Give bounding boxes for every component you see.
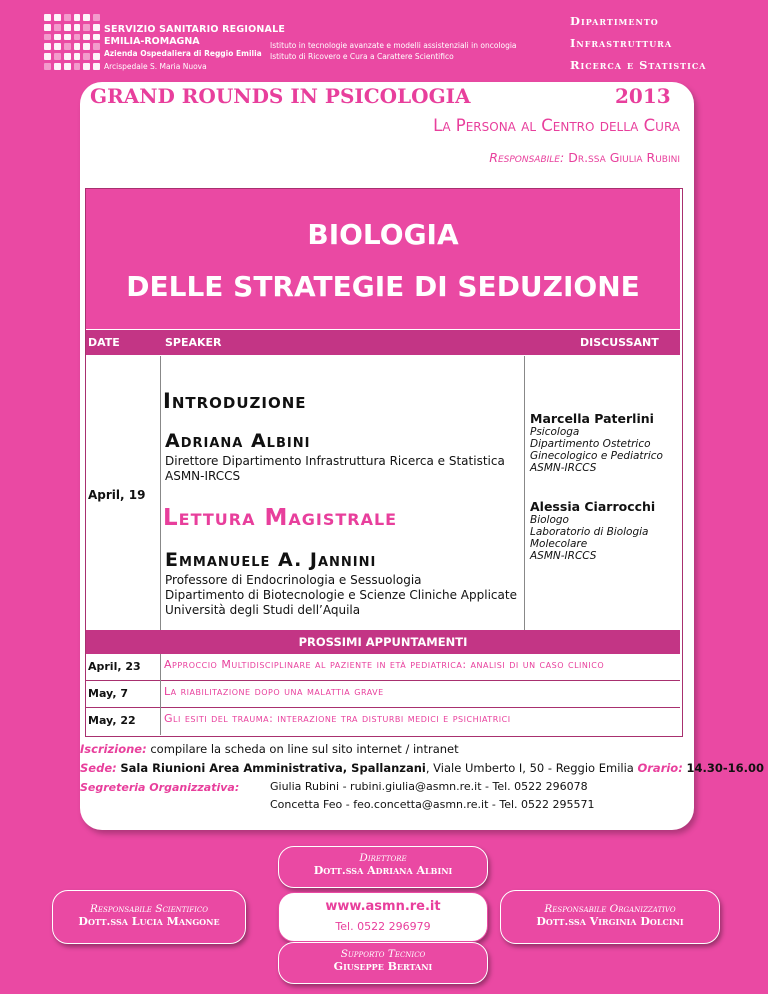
discussant-1 bbox=[530, 411, 663, 474]
segreteria-label bbox=[80, 780, 239, 794]
upcoming-heading: PROSSIMI APPUNTAMENTI bbox=[86, 630, 680, 654]
orario-label: Orario: bbox=[637, 761, 683, 775]
disc2-r1: Biologo bbox=[530, 514, 569, 526]
col-speaker: SPEAKER bbox=[165, 336, 222, 349]
disc2-r2: Laboratorio di Biologia bbox=[530, 526, 649, 538]
supporto-box bbox=[278, 942, 488, 984]
upcoming-row bbox=[86, 681, 680, 708]
org-line1: SERVIZIO SANITARIO REGIONALE bbox=[104, 24, 286, 35]
istituto-line2: Istituto di Ricovero e Cura a Carattere Scientifico bbox=[270, 52, 454, 61]
arcispedale: Arcispedale S. Maria Nuova bbox=[104, 62, 207, 71]
responsabile-label: Responsabile: bbox=[489, 150, 565, 165]
orario-text: 14.30-16.00 bbox=[686, 761, 764, 775]
speaker1-role2: ASMN-IRCCS bbox=[165, 469, 241, 483]
disc1-name: Marcella Paterlini bbox=[530, 411, 654, 426]
disc1-r3: Ginecologico e Pediatrico bbox=[530, 450, 663, 462]
istituto bbox=[270, 40, 517, 62]
dept-line1: Dipartimento bbox=[570, 14, 659, 28]
event-header bbox=[86, 189, 680, 329]
upcoming-text: Gli esiti del trauma: interazione tra disturbi medici e psichiatrici bbox=[164, 712, 511, 725]
segreteria-label-text: Segreteria Organizzativa: bbox=[80, 781, 240, 794]
direttore-box bbox=[278, 846, 488, 888]
phone-number: Tel. 0522 296979 bbox=[335, 920, 431, 933]
col-date: DATE bbox=[88, 336, 120, 349]
department bbox=[570, 10, 706, 76]
disc2-name: Alessia Ciarrocchi bbox=[530, 499, 656, 514]
org-line3: Azienda Ospedaliera di Reggio Emilia bbox=[104, 49, 262, 58]
responsabile bbox=[80, 150, 680, 165]
col-divider-1 bbox=[160, 356, 161, 630]
disc1-r1: Psicologa bbox=[530, 426, 580, 438]
upcoming-date: May, 22 bbox=[88, 714, 136, 727]
speaker2-name: Emmanuele A. Jannini bbox=[165, 549, 377, 571]
contact-2: Concetta Feo - feo.concetta@asmn.re.it - Tel. 0522 295571 bbox=[270, 798, 595, 811]
resp-organizzativo-box bbox=[500, 890, 720, 944]
disc2-r4: ASMN-IRCCS bbox=[530, 550, 597, 562]
org-name bbox=[104, 24, 285, 60]
sede-label: Sede: bbox=[80, 761, 117, 775]
event-date: April, 19 bbox=[88, 488, 146, 502]
dept-line2: Infrastruttura bbox=[570, 36, 673, 50]
supporto-role: Supporto Tecnico bbox=[340, 948, 426, 960]
org-line2: EMILIA-ROMAGNA bbox=[104, 36, 200, 47]
upcoming-text: La riabilitazione dopo una malattia grave bbox=[164, 685, 384, 698]
sede-address: , Viale Umberto I, 50 - Reggio Emilia bbox=[425, 761, 638, 775]
resp-org-role: Responsabile Organizzativo bbox=[544, 903, 676, 915]
intro-heading: Introduzione bbox=[163, 389, 307, 413]
resp-sci-role: Responsabile Scientifico bbox=[90, 903, 208, 915]
speaker2-role bbox=[165, 573, 517, 618]
direttore-role: Direttore bbox=[359, 852, 407, 864]
speaker2-role3: Università degli Studi dell’Aquila bbox=[165, 603, 361, 617]
contact-box bbox=[278, 892, 488, 942]
upcoming-date: May, 7 bbox=[88, 687, 129, 700]
supporto-name: Giuseppe Bertani bbox=[333, 960, 433, 973]
series-year: 2013 bbox=[615, 84, 671, 108]
direttore-name: Dott.ssa Adriana Albini bbox=[313, 864, 453, 877]
ssr-logo-icon bbox=[44, 14, 100, 70]
upcoming-row bbox=[86, 708, 680, 735]
speaker1-role bbox=[165, 454, 505, 484]
upcoming-date: April, 23 bbox=[88, 660, 141, 673]
speaker2-role2: Dipartimento di Biotecnologie e Scienze Cliniche Applicate bbox=[165, 588, 517, 602]
lettura-heading: Lettura Magistrale bbox=[163, 505, 398, 531]
resp-org-name: Dott.ssa Virginia Dolcini bbox=[536, 915, 684, 928]
iscrizione bbox=[80, 742, 459, 756]
discussant-2 bbox=[530, 499, 655, 562]
resp-sci-name: Dott.ssa Lucia Mangone bbox=[78, 915, 220, 928]
resp-scientifico-box bbox=[52, 890, 246, 944]
iscrizione-label: Iscrizione: bbox=[80, 742, 147, 756]
subtitle: La Persona al Centro della Cura bbox=[433, 116, 680, 135]
col-discussant: DISCUSSANT bbox=[580, 336, 659, 349]
col-divider-2 bbox=[524, 356, 525, 630]
disc1-r2: Dipartimento Ostetrico bbox=[530, 438, 651, 450]
speaker2-role1: Professore di Endocrinologia e Sessuologia bbox=[165, 573, 422, 587]
responsabile-name: Dr.ssa Giulia Rubini bbox=[568, 150, 680, 165]
contact-1: Giulia Rubini - rubini.giulia@asmn.re.it - Tel. 0522 296078 bbox=[270, 780, 588, 793]
speaker1-role1: Direttore Dipartimento Infrastruttura Ricerca e Statistica bbox=[165, 454, 505, 468]
series-title: GRAND ROUNDS IN PSICOLOGIA bbox=[90, 84, 471, 108]
website-link[interactable]: www.asmn.re.it bbox=[325, 899, 441, 914]
upcoming-row bbox=[86, 654, 680, 681]
upcoming-text: Approccio Multidisciplinare al paziente in età pediatrica: analisi di un caso clinico bbox=[164, 658, 605, 671]
iscrizione-text: compilare la scheda on line sul sito internet / intranet bbox=[150, 742, 459, 756]
event-title-line1: BIOLOGIA bbox=[307, 218, 459, 251]
dept-line3: Ricerca e Statistica bbox=[570, 58, 707, 72]
sede bbox=[80, 761, 764, 775]
disc1-r4: ASMN-IRCCS bbox=[530, 462, 597, 474]
disc2-r3: Molecolare bbox=[530, 538, 588, 550]
sede-text: Sala Riunioni Area Amministrativa, Spallanzani bbox=[120, 761, 426, 775]
istituto-line1: Istituto in tecnologie avanzate e modelli assistenziali in oncologia bbox=[270, 41, 517, 50]
row-divider bbox=[160, 654, 161, 735]
speaker1-name: Adriana Albini bbox=[165, 430, 311, 452]
event-title-line2: DELLE STRATEGIE DI SEDUZIONE bbox=[126, 270, 640, 303]
